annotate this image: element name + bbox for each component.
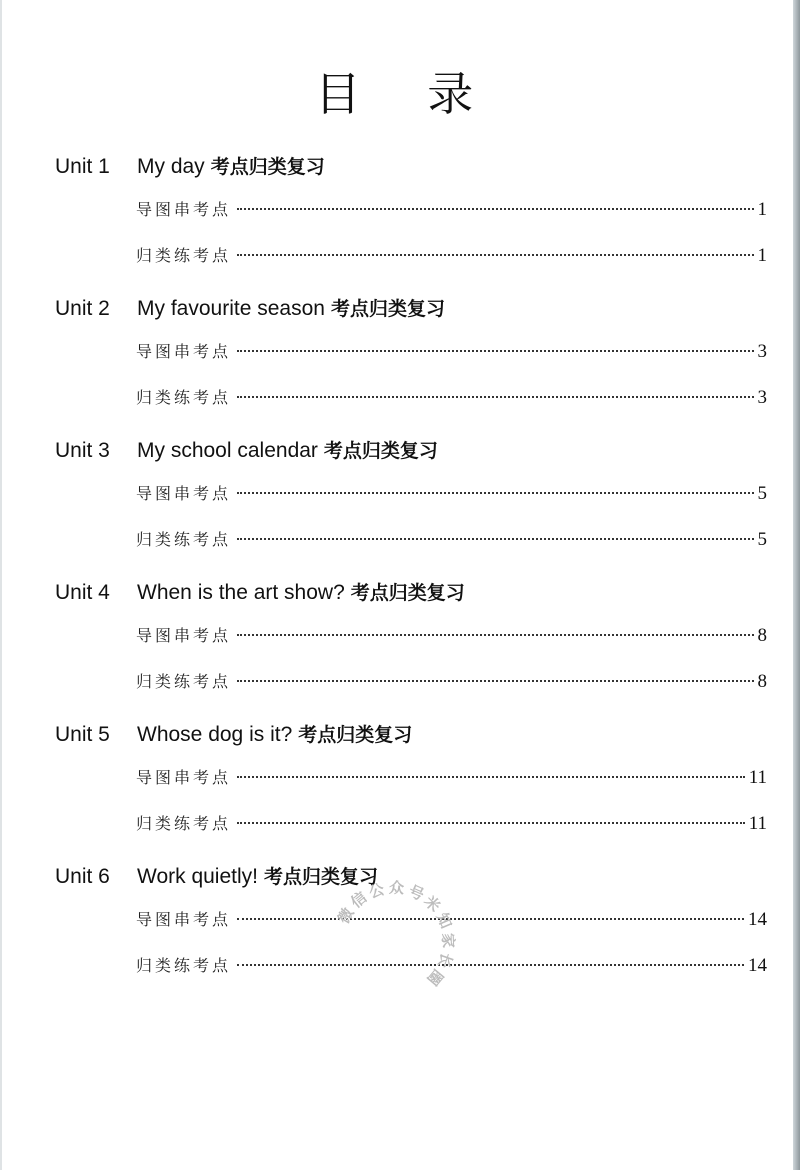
entry-page-number: 8 [757, 671, 767, 692]
toc-entry[interactable] [136, 196, 767, 224]
toc-unit-4 [55, 576, 767, 718]
unit-suffix: 考点归类复习 [210, 156, 325, 178]
watermark-char: 信 [347, 888, 371, 912]
table-of-contents [55, 150, 767, 1002]
entry-label: 归类练考点 [136, 672, 232, 691]
entry-label: 导图串考点 [136, 200, 232, 219]
unit-suffix: 考点归类复习 [298, 724, 413, 746]
entry-page-number: 11 [748, 813, 767, 834]
dot-leader [237, 349, 753, 352]
dot-leader [237, 821, 745, 824]
entry-label: 归类练考点 [136, 530, 232, 549]
toc-unit-3 [55, 434, 767, 576]
watermark-stamp [318, 878, 468, 998]
dot-leader [237, 537, 753, 540]
dot-leader [237, 775, 745, 778]
watermark-char: 圈 [423, 965, 447, 990]
entry-page-number: 1 [757, 245, 767, 266]
entry-label: 归类练考点 [136, 956, 232, 975]
page-title: 目 录 [314, 67, 500, 121]
unit-number: Unit 5 [55, 723, 110, 746]
watermark-char: 微 [334, 904, 358, 927]
dot-leader [237, 633, 753, 636]
entry-label: 导图串考点 [136, 910, 232, 929]
watermark-char: 公 [366, 879, 387, 902]
unit-heading [55, 434, 438, 468]
unit-title: My favourite season [137, 297, 325, 320]
unit-title: Work quietly! [137, 865, 258, 888]
unit-title: When is the art show? [137, 581, 345, 604]
entry-page-number: 14 [748, 955, 767, 976]
page-edge-right [793, 0, 800, 1170]
watermark-char: 长 [434, 950, 457, 971]
dot-leader [237, 395, 753, 398]
dot-leader [237, 917, 744, 920]
unit-suffix: 考点归类复习 [330, 298, 445, 320]
watermark-char: 知 [432, 910, 455, 932]
toc-unit-1 [55, 150, 767, 292]
unit-suffix: 考点归类复习 [264, 866, 379, 888]
toc-entry[interactable] [136, 338, 767, 366]
entry-page-number: 5 [757, 529, 767, 550]
entry-page-number: 14 [748, 909, 767, 930]
entry-label: 导图串考点 [136, 342, 232, 361]
toc-entry[interactable] [136, 526, 767, 554]
dot-leader [237, 963, 744, 966]
unit-title: My day [137, 155, 205, 178]
unit-suffix: 考点归类复习 [323, 440, 438, 462]
unit-heading [55, 718, 412, 752]
unit-heading [55, 292, 445, 326]
toc-entry[interactable] [136, 668, 767, 696]
unit-number: Unit 3 [55, 439, 110, 462]
unit-title: My school calendar [137, 439, 318, 462]
watermark-char: 家 [438, 932, 458, 949]
entry-page-number: 1 [757, 199, 767, 220]
toc-entry[interactable] [136, 764, 767, 792]
watermark-char: 众 [388, 878, 405, 898]
entry-label: 导图串考点 [136, 626, 232, 645]
watermark-char: 号 [405, 881, 427, 905]
entry-page-number: 3 [757, 341, 767, 362]
unit-title: Whose dog is it? [137, 723, 293, 746]
entry-label: 导图串考点 [136, 484, 232, 503]
entry-page-number: 3 [757, 387, 767, 408]
unit-heading [55, 150, 325, 184]
entry-page-number: 8 [757, 625, 767, 646]
entry-label: 导图串考点 [136, 768, 232, 787]
entry-label: 归类练考点 [136, 814, 232, 833]
watermark-char: 米 [420, 892, 445, 916]
toc-entry[interactable] [136, 480, 767, 508]
entry-page-number: 11 [748, 767, 767, 788]
page-edge-left [0, 0, 2, 1170]
toc-entry[interactable] [136, 384, 767, 412]
unit-suffix: 考点归类复习 [350, 582, 465, 604]
entry-label: 归类练考点 [136, 388, 232, 407]
dot-leader [237, 207, 753, 210]
toc-unit-5 [55, 718, 767, 860]
unit-number: Unit 4 [55, 581, 110, 604]
dot-leader [237, 253, 753, 256]
dot-leader [237, 491, 753, 494]
unit-number: Unit 6 [55, 865, 110, 888]
unit-heading [55, 576, 465, 610]
unit-number: Unit 1 [55, 155, 110, 178]
toc-entry[interactable] [136, 810, 767, 838]
entry-label: 归类练考点 [136, 246, 232, 265]
toc-entry[interactable] [136, 242, 767, 270]
toc-unit-2 [55, 292, 767, 434]
unit-number: Unit 2 [55, 297, 110, 320]
toc-entry[interactable] [136, 622, 767, 650]
entry-page-number: 5 [757, 483, 767, 504]
dot-leader [237, 679, 753, 682]
